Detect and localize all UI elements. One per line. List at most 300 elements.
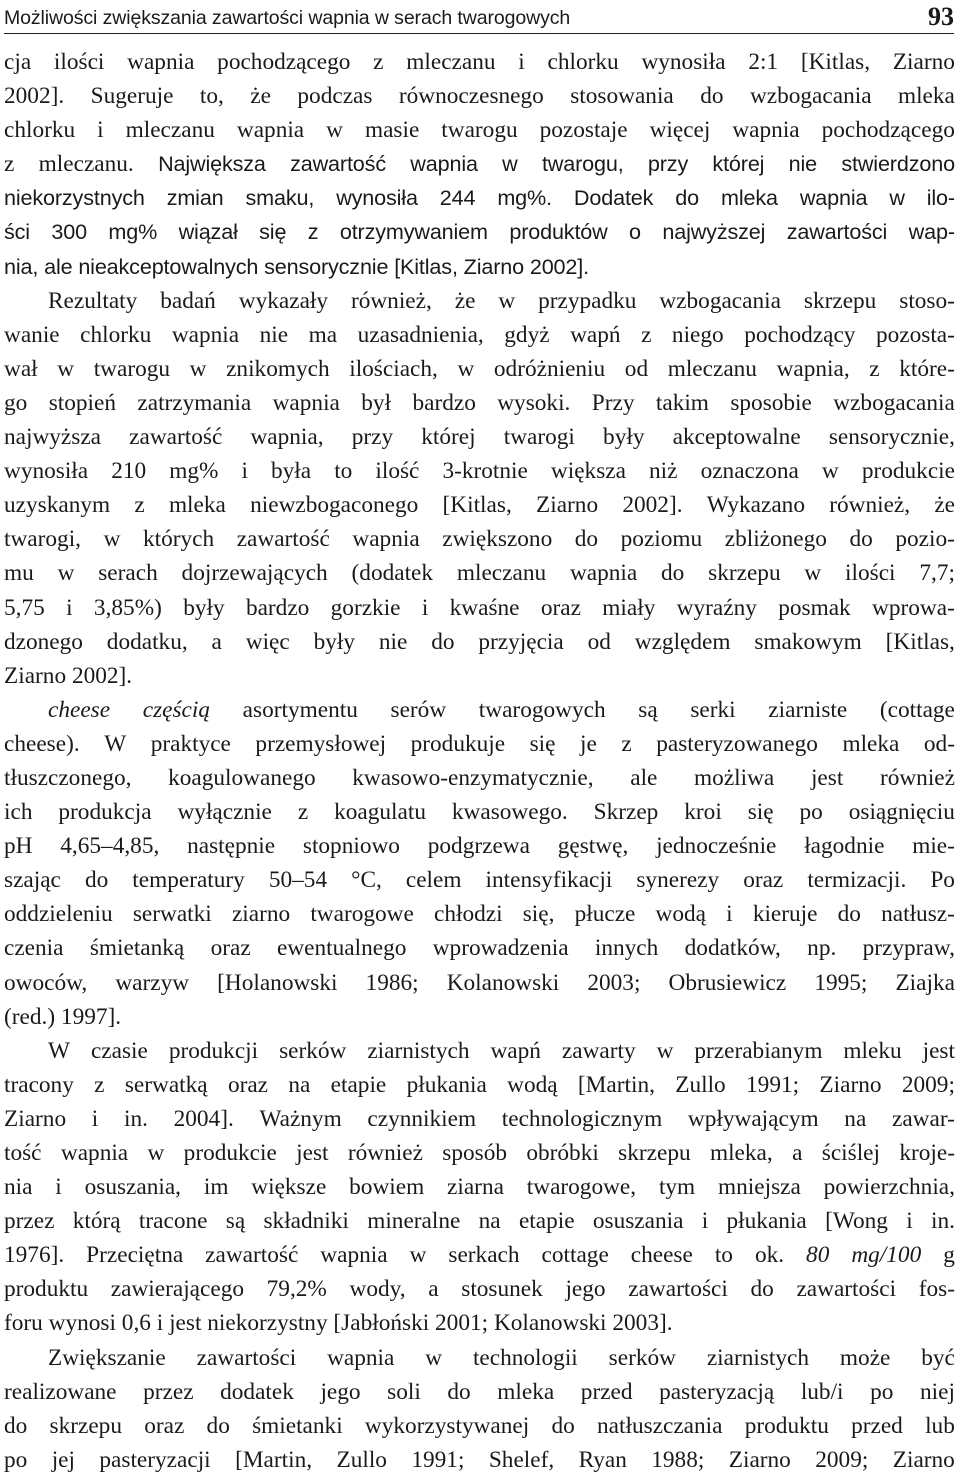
word: najwyższej [662,219,766,245]
word: pozio- [895,526,955,553]
word: od [587,628,611,655]
word: pozostaje [539,117,628,144]
word: oddzieleniu [4,901,113,928]
text-line [4,659,955,693]
text-line [4,1034,955,1068]
word: mu [4,560,34,587]
word: w [656,1037,674,1064]
word: ilości [53,49,105,75]
word: której [421,424,476,451]
word: równoczesnego [398,83,544,110]
word: i [421,594,429,621]
word: koagulowanego [168,764,316,791]
text-line [4,284,955,318]
word: mg% [169,458,219,485]
word: o [629,219,641,245]
word: takim [655,389,709,416]
word: etapie [518,1208,575,1235]
word: [Kitlas, [885,628,955,655]
word: twarogowe, [526,1174,637,1201]
word: fos- [918,1276,955,1303]
word: względem [634,628,731,655]
word: być [921,1344,955,1371]
word: je [580,730,597,757]
word: której [712,151,765,177]
word: ale [44,253,73,279]
word: zawartość [129,424,223,451]
word: podgrzewa [427,833,530,860]
text-line [4,556,955,590]
word: Kolanowski [493,1310,607,1337]
text-line [4,966,955,1000]
word: łagodnie [804,833,885,860]
word: a [211,628,222,655]
word: również, [350,287,432,314]
word: 2004]. [173,1105,234,1132]
word: 2002]. [71,662,133,689]
word: twarogowych [478,696,606,723]
word: przypadku [538,287,637,314]
running-title: Możliwości zwiększania zawartości wapnia w serach twarogowych [4,7,571,29]
word: mleczanu [406,49,496,75]
text-line [4,1443,955,1477]
word: wapń [570,321,621,348]
word: pochodzącego [217,49,351,75]
word: wał [4,355,38,382]
word: W [48,1037,70,1064]
word: go [4,389,28,416]
word: mleczanu. [38,151,134,178]
text-line [4,829,955,863]
word: wzbogacania [749,83,872,110]
text-line [4,591,955,625]
word: serków [279,1037,347,1064]
text-line [4,1000,955,1034]
word: większe [251,1174,327,1201]
word: wykorzystywanej [364,1412,530,1439]
word: przerabianym [694,1037,823,1064]
word: twarogu [441,117,518,144]
word: do [700,83,724,110]
word: to [334,458,353,485]
word: się, [522,901,555,928]
word: zawartości [628,1276,728,1303]
word: wapnia [352,526,420,553]
word: ziarna [447,1174,504,1201]
text-line [4,386,955,420]
word: w [409,1242,427,1269]
word: Kolanowski [446,969,560,996]
word: płukania [726,1208,807,1235]
word: termizacji. [807,867,907,894]
word: jego [320,1378,361,1405]
word: 300 [51,219,87,245]
word: sensorycznie [264,253,389,279]
word: wody, [349,1276,406,1303]
page-number: 93 [928,2,954,31]
word: (dodatek [351,560,434,587]
word: pochodzący [744,321,856,348]
word: miały [602,594,656,621]
word: ziarnistych [706,1344,810,1371]
word: zawartości [786,219,888,245]
word: produkuje [410,730,506,757]
word: W [104,730,127,757]
word: produkcie [183,1140,277,1166]
word: dodatków, [684,935,781,962]
word: przyjęcia [478,628,564,655]
word: mleku [843,1037,902,1064]
word: niekorzystny [207,1310,328,1337]
word: dojrzewających [181,560,328,587]
word: 244 [439,185,476,211]
word: również [879,764,955,791]
word: że [934,492,955,519]
word: (red.) [4,1003,56,1030]
word: przed [851,1412,903,1439]
word: foru [4,1310,43,1337]
word: 2003; [587,969,641,996]
word: z [307,219,319,245]
word: wzbogacania [833,389,955,416]
word: do [750,1276,774,1303]
word: niej [919,1378,955,1405]
word: 3-krotnie [442,458,528,485]
word: 2002]. [4,83,65,110]
word: dodatek [220,1378,294,1405]
word: podczas [297,83,373,110]
word: tość [4,1140,42,1166]
word: w [103,526,121,553]
word: i [156,1310,164,1337]
word: więc [245,628,290,655]
word: intensyfikacji [485,867,613,894]
word: twarogu, [541,151,624,177]
word: Ważnym [259,1105,342,1132]
word: ma [308,321,338,348]
word: stwierdzono [841,151,955,177]
word: i [701,1208,709,1235]
word: cheese [48,696,111,723]
word: wapnia, [776,355,850,382]
word: etapie [330,1071,387,1098]
word: śmietanką [89,935,185,962]
text-line [4,79,955,113]
word: które- [899,355,955,382]
word: Shelef, [488,1446,555,1473]
word: śmietanki [252,1412,343,1439]
word: ilość [375,458,420,485]
word: np. [807,935,837,962]
word: wapnia [410,151,478,177]
word: cheese [630,1242,693,1269]
word: technologicznym [501,1105,663,1132]
word: skrzepu [708,560,781,587]
word: 210 [111,458,147,485]
word: kieruje [752,901,818,928]
word: tłuszczonego, [4,764,132,791]
word: posmak [778,594,851,621]
word: odróżnieniu [493,355,606,382]
word: wprowa- [872,594,955,621]
word: i [906,1208,913,1235]
word: (cottage [879,696,955,723]
word: kwasowo-enzymatycznie, [352,764,594,791]
word: tracone [138,1208,208,1235]
word: jest [169,1310,202,1337]
word: wykazały [238,287,329,314]
word: pasteryzacją [659,1378,775,1405]
word: znikomych [226,355,330,382]
word: z [297,799,309,826]
word: przypraw, [862,935,955,962]
word: chlorku [547,49,619,75]
word: wapnia [60,1140,129,1166]
word: wodą [655,901,707,928]
text-line [4,897,955,931]
word: może [839,1344,891,1371]
word: w [326,117,343,144]
word: cja [4,49,32,75]
word: z [641,321,652,348]
word: [Jabłoński [333,1310,430,1337]
word: 2:1 [748,49,779,75]
word: jest [810,764,844,791]
text-line [4,420,955,454]
word: chlorku [4,117,76,144]
word: od- [923,730,955,757]
word: mg/100 [851,1242,922,1269]
word: 50–54 [268,867,328,894]
word: czenia [4,935,64,962]
word: były [313,628,356,655]
text-line [4,215,955,249]
word: wapnia [127,49,195,75]
word: 2009; [901,1071,955,1098]
word: Ziarno [463,253,524,279]
word: że [454,287,476,314]
word: praktyce [150,730,231,757]
word: do [675,185,700,211]
text-line [4,1272,955,1306]
word: w [57,560,75,587]
word: również [347,1140,423,1166]
word: oraz [743,867,784,894]
word: zawar- [891,1105,955,1132]
word: realizowane [4,1378,117,1405]
word: Zwiększanie [48,1344,166,1371]
word: mleka [720,185,778,211]
text-line [4,761,955,795]
word: mleczanu [456,560,547,587]
word: twarogu [93,355,171,382]
word: Ziarno [536,492,599,519]
word: oraz [144,1412,185,1439]
word: technologii [472,1344,578,1371]
word: z [4,151,15,178]
word: lub/i [800,1378,844,1405]
word: mg%. [497,185,552,211]
word: wynosiła [4,458,89,485]
word: są [225,1208,246,1235]
word: Ziajka [895,969,955,996]
word: stosowania [570,83,674,110]
word: serach [98,560,158,587]
word: z [869,355,880,382]
text-line [4,1238,955,1272]
word: płukania [406,1071,487,1098]
word: mg% [108,219,158,245]
word: bowiem [349,1174,425,1201]
word: wpływającym [687,1105,819,1132]
word: mniejsza [718,1174,801,1201]
word: się [529,730,556,757]
word: chlorku [80,321,152,348]
word: zawierającego [110,1276,244,1303]
word: sensorycznie, [828,424,955,451]
word: do [837,901,861,928]
word: 5,75 [4,594,45,621]
word: do [574,526,599,553]
word: i [55,1174,62,1201]
text-line [4,522,955,556]
word: mleka [168,492,226,519]
word: do [84,867,109,894]
word: do [551,1412,575,1439]
word: na [478,1208,501,1235]
word: [Martin, [577,1071,655,1098]
word: wapnia [732,117,800,144]
word: nie [259,321,289,348]
word: celem [405,867,462,894]
word: wapnia [236,117,305,144]
word: Obrusiewicz [668,969,787,996]
word: mleka, [709,1140,773,1166]
word: jego [565,1276,606,1303]
word: bardzo [245,594,310,621]
word: mleczanu [667,355,757,382]
word: pasteryzowanego [656,730,818,757]
word: mleczanu [125,117,215,144]
word: Wykazano [706,492,805,519]
word: są [638,696,658,723]
word: z [621,730,632,757]
word: 0,6 [121,1310,151,1337]
word: zawartości [196,1344,297,1371]
word: po [799,799,823,826]
word: do [431,628,455,655]
word: serów [390,696,447,723]
word: oraz [540,594,581,621]
word: twarogowe [310,901,414,928]
word: mie- [912,833,955,860]
word: w [498,287,516,314]
text-line [4,1170,955,1204]
word: niekorzystnych [4,185,145,211]
word: po [4,1446,28,1473]
word: [Kitlas, [394,253,458,279]
word: i [97,117,104,144]
word: serwatki [132,901,212,928]
text-line [4,693,955,727]
word: jej [51,1446,75,1473]
word: poziomu [620,526,703,553]
word: dodatku, [106,628,188,655]
word: była [271,458,312,485]
text-line [4,795,955,829]
word: wap- [908,219,955,245]
word: z [94,1071,105,1098]
word: serkach [448,1242,520,1269]
word: uzasadnienia, [357,321,484,348]
word: Dodatek [573,185,654,211]
word: wiązał [178,219,238,245]
word: pochodzącego [821,117,955,144]
text-line [4,488,955,522]
word: gęstwę, [557,833,629,860]
word: stosunek [461,1276,543,1303]
word: i [518,49,525,75]
word: zawarty [561,1037,636,1064]
word: wysoki. [497,389,571,416]
word: 3,85%) [93,594,162,621]
text-line [4,727,955,761]
text-line [4,1375,955,1409]
text-line [4,250,955,284]
body-text [4,45,955,1477]
text-line [4,1102,955,1136]
word: innych [594,935,659,962]
word: następnie [187,833,276,860]
word: których [142,526,215,553]
word: zmian [166,185,224,211]
word: w [889,185,905,211]
word: osiągnięciu [848,799,955,826]
word: wapń [490,1037,541,1064]
word: [Kitlas, [800,49,871,75]
word: asortymentu [242,696,358,723]
word: produkcie [861,458,955,485]
word: smaku, [245,185,315,211]
text-line [4,1341,955,1375]
word: [Kitlas, [442,492,512,519]
word: więcej [649,117,711,144]
word: czasie [90,1037,148,1064]
word: niego [671,321,724,348]
word: płucze [574,901,636,928]
word: Sugeruje [90,83,174,110]
word: wanie [4,321,60,348]
word: jednocześnie [656,833,777,860]
word: serki [690,696,736,723]
word: szając [4,867,61,894]
word: skrzepu [49,1412,122,1439]
word: bardzo [412,389,476,416]
word: Rezultaty [48,287,138,314]
word: skrzepu [803,287,877,314]
word: od [624,355,649,382]
text-line [4,625,955,659]
word: w [457,355,475,382]
word: soli [387,1378,421,1405]
word: kroje- [899,1140,955,1166]
word: wapnia [327,1344,395,1371]
word: Po [930,867,955,894]
text-line [4,352,955,386]
word: im [203,1174,229,1201]
word: że [250,83,271,110]
word: wodą [507,1071,558,1098]
